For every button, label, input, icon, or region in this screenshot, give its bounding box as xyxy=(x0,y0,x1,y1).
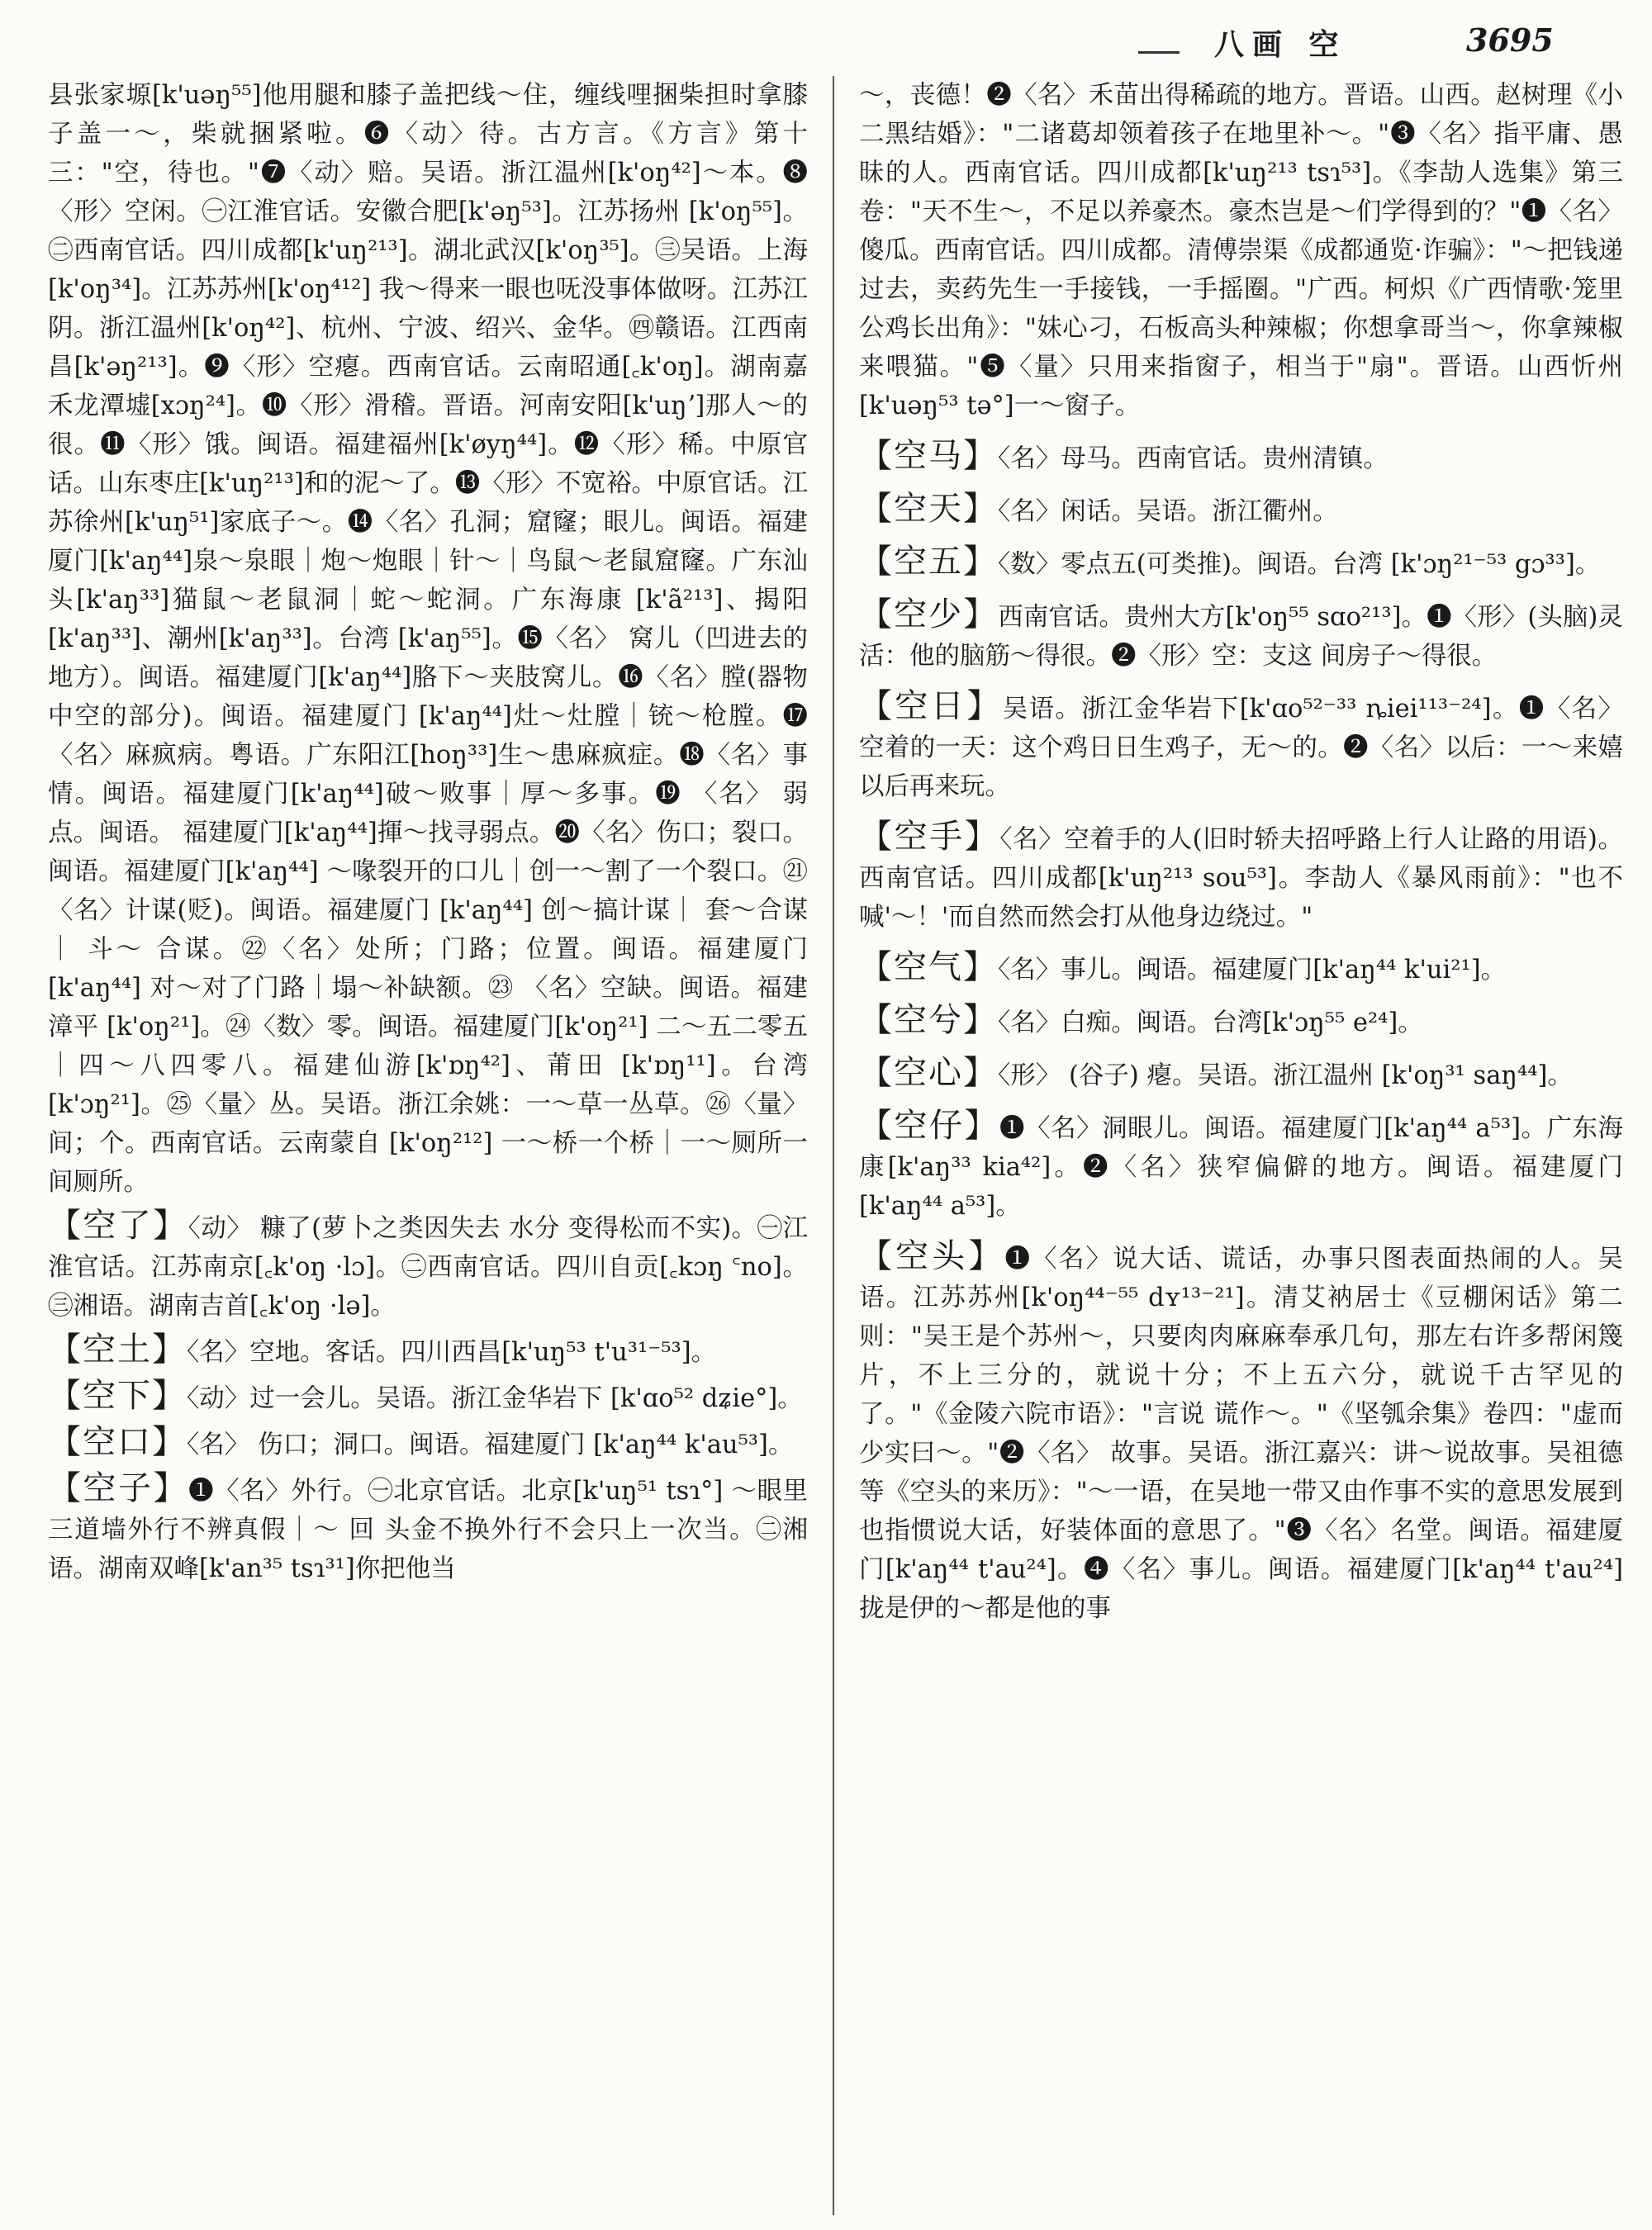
dictionary-entry-kongzai xyxy=(859,1107,1623,1226)
entry-headword: 【空了】 xyxy=(48,1207,188,1245)
dictionary-entry-kongxin xyxy=(859,1054,1623,1095)
dictionary-entry-kongxi xyxy=(859,1001,1623,1042)
entry-definition: 〈名〉事儿。闽语。福建厦门[k'aŋ⁴⁴ k'ui²¹]。 xyxy=(998,956,1507,985)
entry-definition: 〈名〉 伤口；洞口。闽语。福建厦门 [k'aŋ⁴⁴ k'au⁵³]。 xyxy=(187,1431,794,1459)
entry-definition: 〈名〉空地。客话。四川西昌[k'uŋ⁵³ t'u³¹⁻⁵³]。 xyxy=(187,1338,717,1367)
section-label: 八画 空 xyxy=(1214,27,1347,62)
header-rule xyxy=(1138,51,1180,54)
entry-definition: 西南官话。贵州大方[k'oŋ⁵⁵ sɑo²¹³]。❶〈形〉(头脑)灵活：他的脑筋～得很。❷〈形〉空：支这 间房子～得很。 xyxy=(859,603,1623,671)
entry-definition: ❶〈名〉洞眼儿。闽语。福建厦门[k'aŋ⁴⁴ a⁵³]。广东海康[k'aŋ³³ kia⁴²]。❷〈名〉狭窄偏僻的地方。闽语。福建厦门[k'aŋ⁴⁴ a⁵³]。 xyxy=(859,1114,1623,1221)
dictionary-entry-kongtu xyxy=(48,1331,808,1372)
entry-definition: ❶〈名〉外行。㊀北京官话。北京[k'uŋ⁵¹ tsɿ°] ～眼里三道墙外行不辨真假｜～ 回 头金不换外行不会只上一次当。㊁湘语。湖南双峰[k'an³⁵ tsɿ³¹]你把他当 xyxy=(48,1477,808,1583)
entry-definition: 〈名〉白痴。闽语。台湾[k'ɔŋ⁵⁵ e²⁴]。 xyxy=(998,1008,1423,1037)
entry-definition: 〈形〉 (谷子) 瘪。吴语。浙江温州 [k'oŋ³¹ saŋ⁴⁴]。 xyxy=(998,1061,1573,1090)
entry-definition: 〈名〉空着手的人(旧时轿夫招呼路上行人让路的用语)。西南官话。四川成都[k'uŋ²¹³ sou⁵³]。李劼人《暴风雨前》："也不喊'～！'而自然而然会打从他身边绕过。" xyxy=(859,825,1623,932)
left-column xyxy=(48,76,808,2207)
entry-headword: 【空气】 xyxy=(859,948,998,986)
entry-definition: 吴语。浙江金华岩下[k'ɑo⁵²⁻³³ ȵiei¹¹³⁻²⁴]。❶〈名〉空着的一天：这个鸡日日生鸡子，无～的。❷〈名〉以后：一～来嬉以后再来玩。 xyxy=(859,695,1623,801)
dictionary-entry-cont xyxy=(48,76,808,1202)
dictionary-entry-kongle xyxy=(48,1207,808,1326)
entry-headword: 【空心】 xyxy=(859,1054,998,1092)
dictionary-entry-kongshou xyxy=(859,818,1623,937)
entry-headword: 【空日】 xyxy=(859,687,1003,725)
entry-definition: 〈名〉母马。西南官话。贵州清镇。 xyxy=(998,444,1389,473)
entry-headword: 【空手】 xyxy=(859,818,1000,856)
entry-headword: 【空口】 xyxy=(48,1423,187,1461)
entry-definition: ❶〈名〉说大话、谎话，办事只图表面热闹的人。吴语。江苏苏州[k'oŋ⁴⁴⁻⁵⁵ dʏ¹³⁻²¹]。清艾衲居士《豆棚闲话》第二则："吴王是个苏州～，只要肉肉麻麻奉承几句，那左右许多帮闲篾片，不上三分的，就说十分；不上五六分，就说千古罕见的了。"《金陵六院市语》："言说 谎作～。"《坚瓠余集》卷四："虚而少实曰～。"❷〈名〉 故事。吴语。浙江嘉兴：讲～说故事。吴祖德等《空头的来历》："～一语，在吴地一带又由作事不实的意思发展到也指惯说大话，好装体面的意思了。"❸〈名〉名堂。闽语。福建厦门[k'aŋ⁴⁴ t'au²⁴]。❹〈名〉事儿。闽语。福建厦门[k'aŋ⁴⁴ t'au²⁴] 拢是伊的～都是他的事 xyxy=(859,1245,1623,1623)
page-number: 3695 xyxy=(1466,21,1554,59)
running-header xyxy=(0,21,1652,71)
entry-headword: 【空少】 xyxy=(859,595,999,633)
entry-definition: 县张家塬[k'uəŋ⁵⁵]他用腿和膝子盖把线～住，缠线哩捆柴担时拿膝子盖一～，柴就捆紧啦。❻〈动〉待。古方言。《方言》第十三："空，待也。"❼〈动〉赔。吴语。浙江温州[k'oŋ⁴²]～本。❽〈形〉空闲。㊀江淮官话。安徽合肥[k'əŋ⁵³]。江苏扬州 [k'oŋ⁵⁵]。㊁西南官话。四川成都[k'uŋ²¹³]。湖北武汉[k'oŋ³⁵]。㊂吴语。上海[k'oŋ³⁴]。江苏苏州[k'oŋ⁴¹²] 我～得来一眼也呒没事体做呀。江苏江阴。浙江温州[k'oŋ⁴²]、杭州、宁波、绍兴、金华。㊃赣语。江西南昌[k'əŋ²¹³]。❾〈形〉空瘪。西南官话。云南昭通[꜀k'oŋ]。湖南嘉禾龙潭墟[xɔŋ²⁴]。❿〈形〉滑稽。晋语。河南安阳[k'uŋʼ]那人～的很。⓫〈形〉饿。闽语。福建福州[k'øyŋ⁴⁴]。⓬〈形〉稀。中原官话。山东枣庄[k'uŋ²¹³]和的泥～了。⓭〈形〉不宽裕。中原官话。江苏徐州[k'uŋ⁵¹]家底子～。⓮〈名〉孔洞；窟窿；眼儿。闽语。福建厦门[k'aŋ⁴⁴]泉～泉眼｜炮～炮眼｜针～｜鸟鼠～老鼠窟窿。广东汕头[k'aŋ³³]猫鼠～老鼠洞｜蛇～蛇洞。广东海康 [k'ã²¹³]、揭阳[k'aŋ³³]、潮州[k'aŋ³³]。台湾 [k'aŋ⁵⁵]。⓯〈名〉 窝儿（凹进去的地方）。闽语。福建厦门[k'aŋ⁴⁴]胳下～夹肢窝儿。⓰〈名〉膛(器物中空的部分)。闽语。福建厦门 [k'aŋ⁴⁴]灶～灶膛｜铳～枪膛。⓱〈名〉麻疯病。粤语。广东阳江[hoŋ³³]生～患麻疯症。⓲〈名〉事情。闽语。福建厦门[k'aŋ⁴⁴]破～败事｜厚～多事。⓳ 〈名〉 弱点。闽语。 福建厦门[k'aŋ⁴⁴]揮～找寻弱点。⓴〈名〉伤口；裂口。闽语。福建厦门[k'aŋ⁴⁴] ～喙裂开的口儿｜创一～割了一个裂口。㉑〈名〉计谋(贬)。闽语。福建厦门 [k'aŋ⁴⁴] 创～搞计谋｜ 套～合谋｜ 斗～ 合谋。㉒〈名〉处所；门路；位置。闽语。福建厦门[k'aŋ⁴⁴] 对～对了门路｜塌～补缺额。㉓ 〈名〉空缺。闽语。福建漳平 [k'oŋ²¹]。㉔〈数〉零。闽语。福建厦门[k'oŋ²¹] 二～五二零五｜四～八四零八。福建仙游[k'ɒŋ⁴²]、莆田 [k'ɒŋ¹¹]。台湾[k'ɔŋ²¹]。㉕〈量〉丛。吴语。浙江余姚：一～草一丛草。㉖〈量〉间；个。西南官话。云南蒙自 [k'oŋ²¹²] 一～桥一个桥｜一～厕所一间厕所。 xyxy=(48,81,808,1197)
entry-headword: 【空天】 xyxy=(859,490,998,528)
entry-headword: 【空五】 xyxy=(859,543,998,581)
dictionary-entry-kongtou xyxy=(859,1237,1623,1628)
dictionary-entry-kongshao xyxy=(859,595,1623,676)
entry-definition: ～，丧德！❷〈名〉禾苗出得稀疏的地方。晋语。山西。赵树理《小二黑结婚》："二诸葛却领着孩子在地里补～。"❸〈名〉指平庸、愚昧的人。西南官话。四川成都[k'uŋ²¹³ tsɿ⁵³]。《李劼人选集》第三卷："天不生～，不足以养豪杰。豪杰岂是～们学得到的？"❶〈名〉傻瓜。西南官话。四川成都。清傅崇渠《成都通览·诈骗》："～把钱递过去，卖药先生一手接钱，一手摇圈。"广西。柯炽《广西情歌·笼里公鸡长出角》："妹心刁，石板高头种辣椒；你想拿哥当～，你拿辣椒来喂猫。"❺〈量〉只用来指窗子，相当于"扇"。晋语。山西忻州[k'uəŋ⁵³ tə°]一～窗子。 xyxy=(859,81,1623,420)
dictionary-entry-kongwu xyxy=(859,543,1623,584)
dictionary-entry-kongxia xyxy=(48,1377,808,1418)
dictionary-entry-kongzi xyxy=(48,1469,808,1588)
dictionary-entry-cont2 xyxy=(859,76,1623,425)
entry-headword: 【空子】 xyxy=(48,1469,189,1507)
entry-definition: 〈动〉过一会儿。吴语。浙江金华岩下 [k'ɑo⁵² dʑie°]。 xyxy=(187,1384,803,1413)
dictionary-entry-kongma xyxy=(859,437,1623,478)
entry-headword: 【空马】 xyxy=(859,437,998,475)
entry-headword: 【空土】 xyxy=(48,1331,187,1369)
entry-headword: 【空兮】 xyxy=(859,1001,998,1039)
column-divider xyxy=(833,76,834,2215)
entry-headword: 【空下】 xyxy=(48,1377,187,1415)
entry-headword: 【空仔】 xyxy=(859,1107,1000,1145)
dictionary-entry-kongtian xyxy=(859,490,1623,531)
right-column xyxy=(859,76,1623,2207)
entry-definition: 〈数〉零点五(可类推)。闽语。台湾 [k'ɔŋ²¹⁻⁵³ gɔ³³]。 xyxy=(998,550,1601,579)
entry-headword: 【空头】 xyxy=(859,1237,1005,1275)
dictionary-entry-kongkou xyxy=(48,1423,808,1464)
dictionary-entry-kongqi xyxy=(859,948,1623,989)
entry-definition: 〈动〉 糠了(萝卜之类因失去 水分 变得松而不实)。㊀江淮官话。江苏南京[꜀k'oŋ ·lɔ]。㊁西南官话。四川自贡[꜀kɔŋ ꜂no]。㊂湘语。湖南吉首[꜀k'oŋ ·lə]。 xyxy=(48,1214,808,1321)
entry-definition: 〈名〉闲话。吴语。浙江衢州。 xyxy=(998,497,1338,526)
dictionary-entry-kongri xyxy=(859,687,1623,806)
